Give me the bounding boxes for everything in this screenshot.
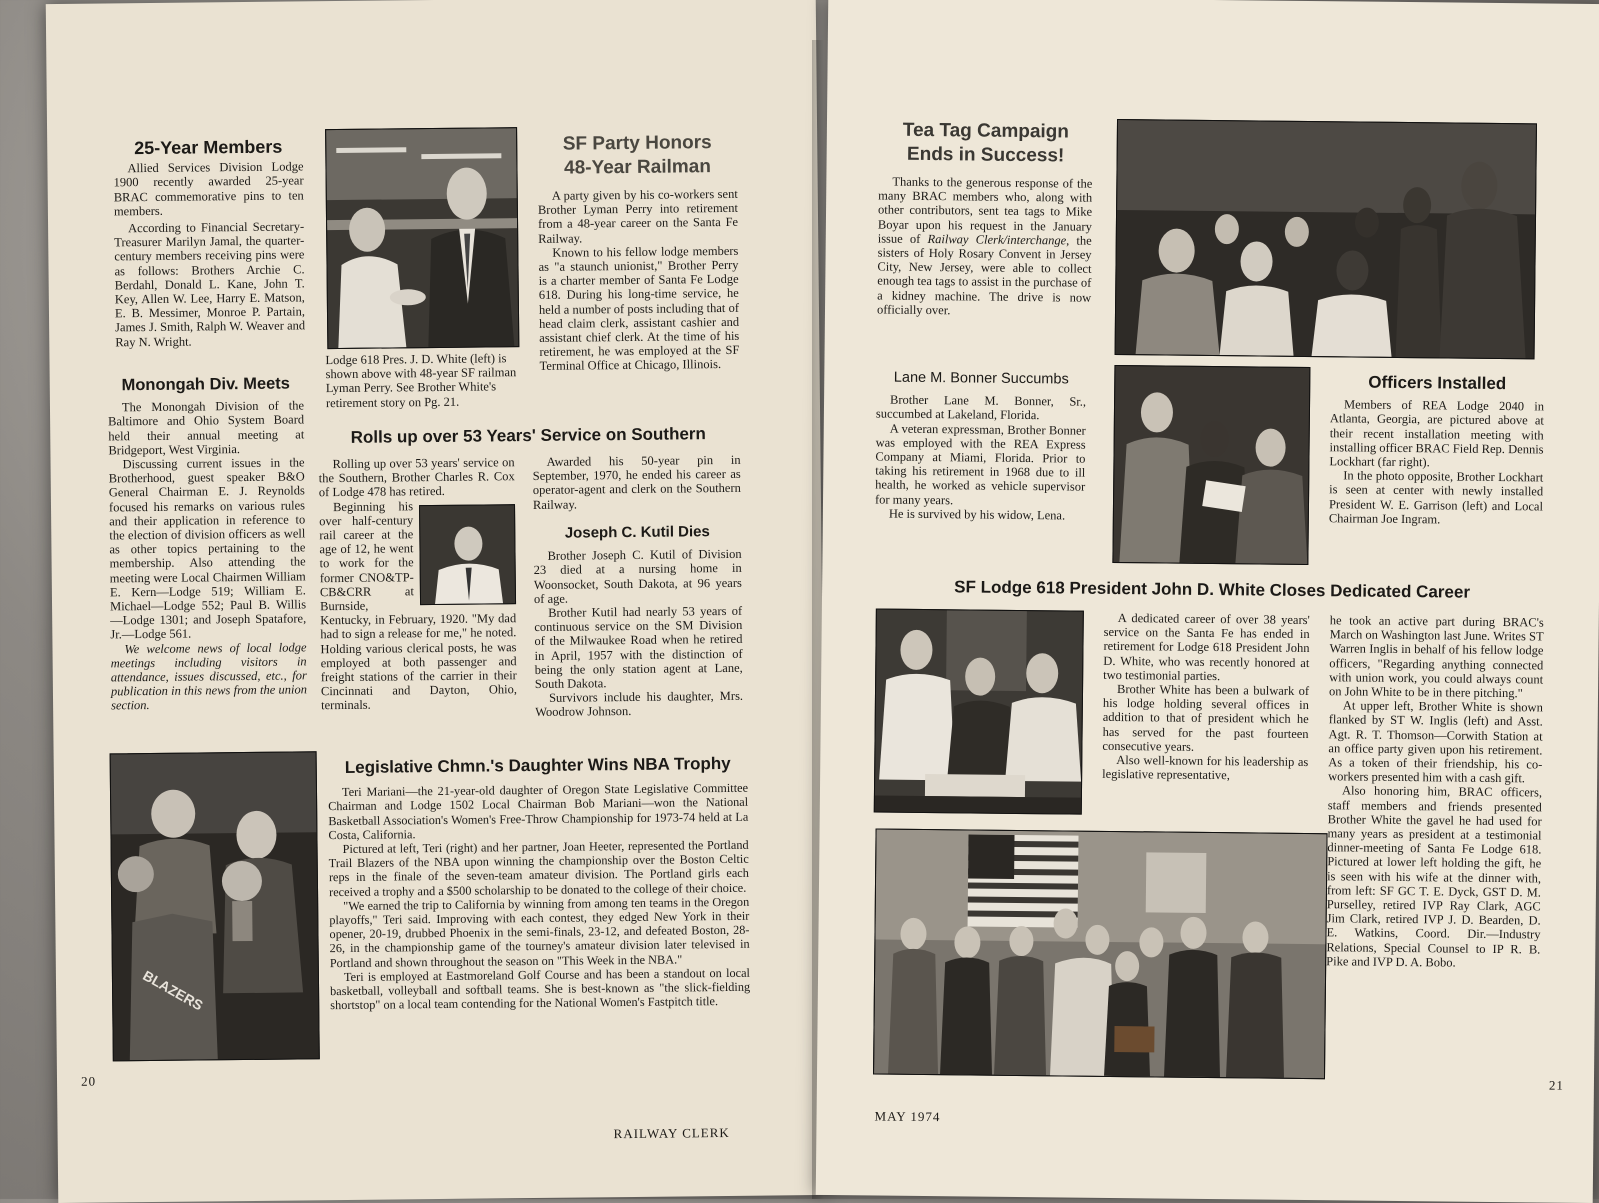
monongah-article xyxy=(108,376,307,713)
white-story-col-2 xyxy=(1326,613,1544,970)
sf-party-p2: Known to his fellow lodge members as "a staunch unionist," Brother Perry is a charter member of Santa Fe Lodge 618. During his long-time service, he held a number of posts including that of head claim clerk, assistant cashier and assistant chief clerk. At the time of his retirement, he was employed at the SF Terminal Office at Chicago, Illinois. xyxy=(538,243,740,374)
bonner-article xyxy=(875,370,1087,522)
white-perry-caption: Lodge 618 Pres. J. D. White (left) is shown above with 48-year SF railman Lyman Perry. See Brother White's retirement story on Pg. 21. xyxy=(325,351,517,410)
officers-article xyxy=(1328,372,1545,527)
tea-tag-p1-ital: Railway Clerk/interchange xyxy=(927,231,1067,248)
white-story-title: SF Lodge 618 President John D. White Closes Dedicated Career xyxy=(954,577,1471,602)
nba-p4: Teri is employed at Eastmoreland Golf Course and has been a standout on local basketball, volleyball and softball teams. She is best-known as "the slick-fielding shortstop" on a local team contending for the National Women's Fastpitch title. xyxy=(330,965,751,1013)
kutil-article xyxy=(533,525,743,720)
white-story-p4: he took an active part during BRAC's March on Washington last June. Writes ST Warren Inglis in behalf of his fellow lodge officers, "Regarding anything connected with union work, you could always count on John White to be in there pitching." xyxy=(1328,613,1544,701)
members-25-title: 25-Year Members xyxy=(134,136,283,159)
southern-col-2 xyxy=(532,453,741,512)
white-story-col-1 xyxy=(1102,611,1310,784)
lockhart-photo xyxy=(1112,365,1310,565)
southern-p3: Awarded his 50-year pin in September, 1970, he ended his career as operator-agent and clerk on the Southern Railway. xyxy=(532,452,741,512)
footer-right: MAY 1974 xyxy=(874,1108,941,1125)
cox-photo xyxy=(419,504,516,605)
nba-p2: Pictured at left, Teri (right) and her partner, Joan Heeter, represented the Portland Trail Blazers of the NBA upon winning the championship over the Boston Celtic reps in the finale of the seven-team amateur division. The Portland girls each received a trophy and a $500 scholarship to be donated to the college of their choice. xyxy=(328,837,749,899)
bonner-p1: Brother Lane M. Bonner, Sr., succumbed at Lakeland, Florida. xyxy=(875,392,1087,423)
nba-p3: "We earned the trip to California by winning from among ten teams in the Oregon playoffs," Teri said. Improving with each contest, they edged New York in their opener, 20-19, drubbed Phoenix in the semi-finals, 23-12, and defeated Boston, 28-26, in the championship game of the tourney's amateur division later televised in Portland and shown throughout the season on "This Week in the NBA." xyxy=(329,894,750,970)
members-25-p2: According to Financial Secretary-Treasurer Marilyn Jamal, the quarter-century members receiving pins were as follows: Brothers Archie C. Berdahl, Donald L. Kane, John T. Key, Allen W. Lee, Harry E. Matson, E. B. Messimer, Monroe P. Partain, James J. Smith, Ralph W. Weaver and Ray N. Wright. xyxy=(114,219,306,349)
white-story-p3: Also well-known for his leadership as legislative representative, xyxy=(1102,753,1309,783)
members-25-article xyxy=(113,136,306,349)
tea-tag-p1-a: Thanks to the generous response of the many BRAC members who, along with other contributors, sent tea tags to Mike Boyar upon his request in the January issue of xyxy=(877,174,1093,246)
southern-p2: Beginning his over half-century rail career at the age of 12, he went to work for the former CNO&TP-CB&CRR at Burnside, Kentucky, in February, 1920. "My dad had to sign a release for me," he noted. Holding various clerical posts, he was employed at both passenger and freight stations of the carrier in their Cincinnati and Dayton, Ohio, terminals. xyxy=(319,498,518,713)
sf-party-article xyxy=(537,131,740,374)
tea-tag-p1-b: , the sisters of Holy Rosary Convent in Jersey City, New Jersey, were able to collect enough tea tags to assist in the purchase of a kidney machine. The drive is now officially over. xyxy=(876,233,1092,318)
bonner-title: Lane M. Bonner Succumbs xyxy=(893,369,1069,388)
white-perry-photo xyxy=(325,127,519,349)
white-story-p1: A dedicated career of over 38 years' service on the Santa Fe has ended in retirement for Lodge 618 President John D. White, who was recently honored at two testimonial parties. xyxy=(1103,611,1310,683)
sf-party-title-2: 48-Year Railman xyxy=(563,156,711,179)
sf-party-p1: A party given by his co-workers sent Brother Lyman Perry into retirement from a 48-year career on the Santa Fe Railway. xyxy=(537,186,739,246)
white-office-photo xyxy=(874,608,1084,814)
nba-article xyxy=(328,753,751,1013)
left-page xyxy=(46,0,829,1203)
page-number-left: 20 xyxy=(80,1073,97,1089)
officers-p2: In the photo opposite, Brother Lockhart is seen at center with newly installed President W. E. Garrison (left) and Local Chairman Joe Ingram. xyxy=(1328,468,1544,527)
monongah-p1: The Monongah Division of the Baltimore and Ohio System Board held their annual meeting at Bridgeport, West Virginia. xyxy=(108,398,305,458)
southern-title: Rolls up over 53 Years' Service on Southern xyxy=(350,424,706,447)
southern-p1: Rolling up over 53 years' service on the Southern, Brother Charles R. Cox of Lodge 478 has retired. xyxy=(318,455,515,500)
tea-tag-body xyxy=(877,174,1092,318)
southern-col-1 xyxy=(319,455,518,713)
tea-tag-title-1: Tea Tag Campaign xyxy=(902,119,1070,143)
kutil-p1: Brother Joseph C. Kutil of Division 23 died at a nursing home in Woonsocket, South Dakota, at 96 years of age. xyxy=(533,547,742,606)
members-25-p1: Allied Services Division Lodge 1900 recently awarded 25-year BRAC commemorative pins to ten members. xyxy=(113,159,304,219)
monongah-p2: Discussing current issues in the Brotherhood, guest speaker B&O General Chairman E. J. Reynolds focused his remarks on various rules and their application in reference to the election of division officers as well as other topics pertaining to the membership. Also attending the meeting were Local Chairmen William E. Kern—Lodge 519; William E. Michael—Lodge 552; Paul B. Willis—Lodge 1301; and Joseph Spatafore, Jr.—Lodge 561. xyxy=(108,455,307,642)
monongah-title: Monongah Div. Meets xyxy=(121,374,291,395)
tea-tag-article xyxy=(877,119,1093,319)
officers-p1: Members of REA Lodge 2040 in Atlanta, Georgia, are pictured above at their recent installation meeting with installing officer BRAC Field Rep. Dennis Lockhart (far right). xyxy=(1329,397,1545,470)
officers-title: Officers Installed xyxy=(1368,372,1507,394)
tea-tag-title-2: Ends in Success! xyxy=(906,143,1065,167)
monongah-p3: We welcome news of local lodge meetings including visitors in attendance, issues discussed, etc., for publication in this news from the union section. xyxy=(110,640,308,713)
white-story-p5: At upper left, Brother White is shown flanked by ST W. Inglis (left) and Asst. Agt. R. T. Thomson—Corwith Station at an office party given upon his retirement. As a token of their friendship, his co-workers presented him with a cash gift. xyxy=(1328,698,1543,786)
nba-p1: Teri Mariani—the 21-year-old daughter of Oregon State Legislative Committee Chairman and Lodge 1502 Local Chairman Bob Mariani—won the National Basketball Association's Women's Free-Throw Championship for 1973-74 held at La Costa, California. xyxy=(328,780,749,842)
kutil-p2: Brother Kutil had nearly 53 years of continuous service on the SM Division of the Milwaukee Road when he retired in April, 1957 with the distinction of being the only station agent at Lane, South Dakota. xyxy=(534,603,743,692)
kutil-p3: Survivors include his daughter, Mrs. Woodrow Johnson. xyxy=(535,689,744,720)
sf-party-title-1: SF Party Honors xyxy=(562,132,712,155)
white-story-p6: Also honoring him, BRAC officers, staff members and friends presented Brother White the gavel he had used for many years as president at a testimonial dinner-meeting of Santa Fe Lodge 618. Pictured at lower left holding the gift, he is seen with his wife at the dinner with, from left: SF GC T. E. Dyck, GST D. M. Purselley, retired IVP Ray Clark, AGC Jim Clark, retired IVP J. D. Bearden, D. E. Watkins, Coord. Dir.—Industry Relations, Special Counsel to IP R. B. Pike and IVP D. A. Bobo. xyxy=(1326,783,1543,970)
page-number-right: 21 xyxy=(1548,1077,1565,1093)
kutil-title: Joseph C. Kutil Dies xyxy=(564,523,710,542)
bonner-p3: He is survived by his widow, Lena. xyxy=(888,506,1066,523)
bonner-p2: A veteran expressman, Brother Bonner was employed with the REA Express Company at Miami, Florida. Prior to taking his retirement in 1968 due to ill health, he worked as vehicle supervisor for many years. xyxy=(874,421,1086,507)
nba-title: Legislative Chmn.'s Daughter Wins NBA Trophy xyxy=(344,753,731,777)
rea-lodge-photo xyxy=(1115,119,1537,359)
nba-trophy-photo xyxy=(110,751,320,1061)
right-page xyxy=(816,0,1599,1203)
dinner-group-photo xyxy=(873,829,1328,1080)
footer-left: RAILWAY CLERK xyxy=(613,1124,730,1142)
white-story-p2: Brother White has been a bulwark of his lodge holding several offices in addition to that of president which he has served for the past fourteen consecutive years. xyxy=(1102,682,1310,754)
jersey-text: BLAZERS xyxy=(140,967,206,1014)
